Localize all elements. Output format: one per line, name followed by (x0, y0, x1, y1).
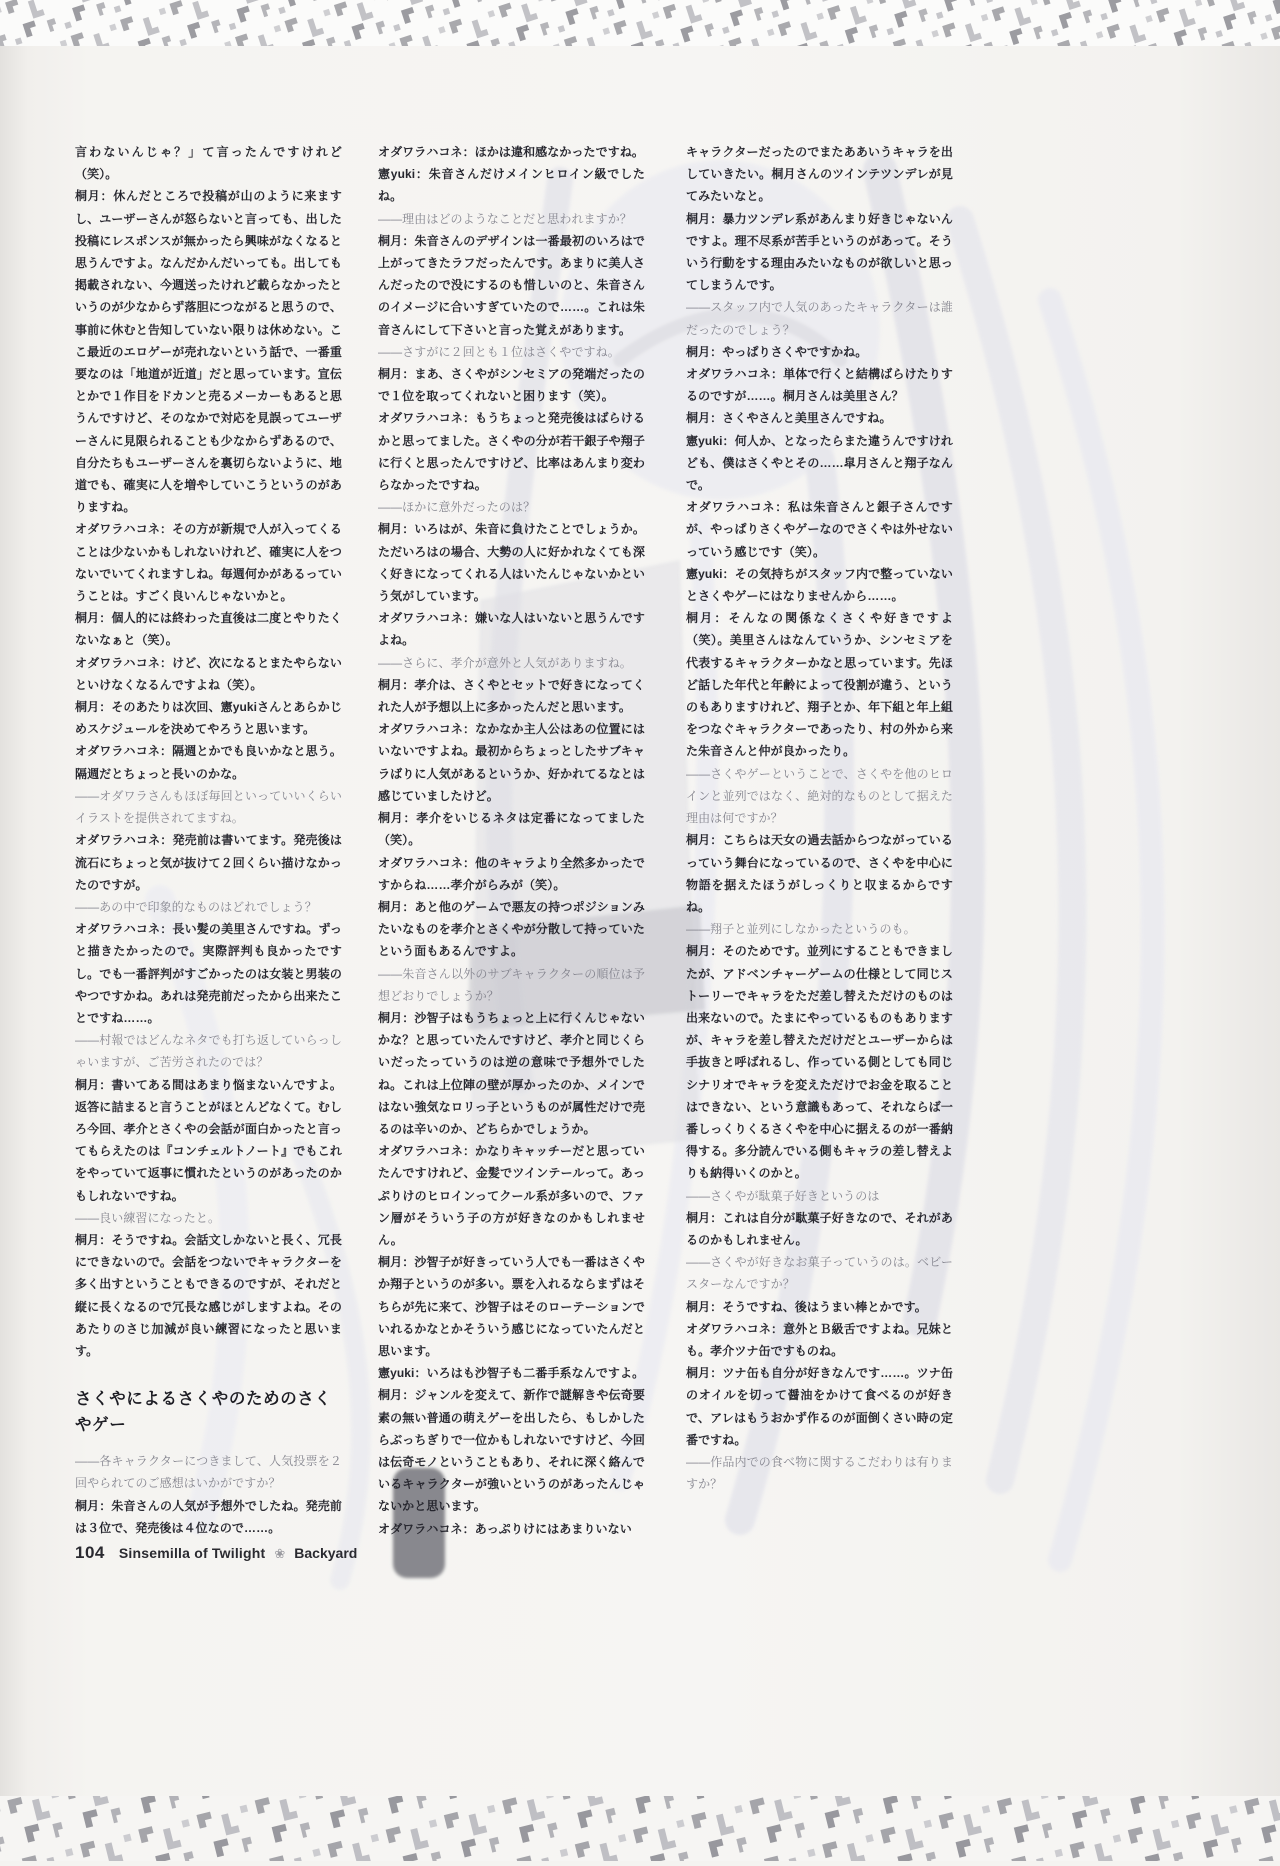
dialogue-paragraph: 桐月：そうですね、後はうまい棒とかです。 (686, 1299, 927, 1314)
interviewer-question: ――さらに、孝介が意外と人気がありますね。 (378, 655, 632, 670)
interviewer-question: ――さくやが駄菓子好きというのは (686, 1188, 880, 1203)
text-column-2 (378, 141, 645, 1540)
interviewer-question: ――理由はどのようなことだと思われますか？ (378, 211, 632, 226)
dialogue-paragraph: 桐月：朱音さんの人気が予想外でしたね。発売前は３位で、発売後は４位なので……。 (75, 1498, 342, 1535)
speaker-name: オダワラハコネ： (378, 1521, 475, 1536)
speaker-name: オダワラハコネ： (378, 411, 476, 426)
dialogue-paragraph: オダワラハコネ：単体で行くと結構ばらけたりするのですが……。桐月さんは美里さん？ (686, 367, 953, 404)
speaker-name: 憲yuki： (686, 566, 735, 581)
dialogue-paragraph: 言わないんじゃ？」て言ったんですけれど（笑）。 (75, 145, 342, 182)
flower-ornament-icon: ❀ (274, 1546, 286, 1561)
speaker-name: 桐月： (378, 677, 415, 692)
dialogue-paragraph: オダワラハコネ：その方が新規で人が入ってくることは少ないかもしれないけれど、確実に人をつないでいてくれますしね。毎週何かがあるっていうことは。すごく良いんじゃないかと。 (75, 522, 342, 604)
speaker-name: オダワラハコネ： (378, 855, 476, 870)
speaker-name: オダワラハコネ： (378, 611, 476, 626)
dialogue-paragraph: 桐月：あと他のゲームで悪友の持つポジションみたいなものを孝介とさくやが分散して持っていたという面もあるんですよ。 (378, 899, 645, 959)
speaker-name: オダワラハコネ： (686, 500, 788, 515)
dialogue-paragraph: 憲yuki：いろはも沙智子も二番手系なんですよ。 (378, 1366, 645, 1381)
speaker-name: オダワラハコネ： (75, 655, 173, 670)
speaker-name: 桐月： (378, 1255, 415, 1270)
dialogue-paragraph: 桐月：そのあたりは次回、憲yukiさんとあらかじめスケジュールを決めてやろうと思います。 (75, 700, 343, 737)
dialogue-paragraph: オダワラハコネ：長い髪の美里さんですね。ずっと描きたかったので。実際評判も良かったですし。でも一番評判がすごかったのは女装と男装のやつですかね。あれは発売前だったから出来たことですね……。 (75, 922, 342, 1025)
speaker-name: 桐月： (75, 700, 112, 715)
dialogue-paragraph: 桐月：暴力ツンデレ系があんまり好きじゃないんですよ。理不尽系が苦手というのがあって。そういう行動をする理由みたいなものが欲しいと思ってしまうんです。 (686, 211, 953, 293)
dialogue-paragraph: オダワラハコネ：嫌いな人はいないと思うんですよね。 (378, 611, 645, 648)
dialogue-paragraph: 桐月：孝介をいじるネタは定番になってました（笑）。 (378, 811, 645, 848)
top-border-pattern (0, 0, 1280, 46)
footer-title: Sinsemilla of Twilight (118, 1545, 266, 1561)
bottom-border-pattern (0, 1796, 1280, 1861)
dialogue-paragraph: 桐月：まあ、さくやがシンセミアの発端だったので１位を取ってくれないと困ります（笑）。 (378, 367, 645, 404)
dialogue-paragraph: オダワラハコネ：あっぷりけにはあまりいない (378, 1521, 632, 1536)
speaker-name: 桐月： (75, 1232, 112, 1247)
speaker-name: オダワラハコネ： (75, 922, 173, 937)
interviewer-question: ――さくやゲーということで、さくやを他のヒロインと並列ではなく、絶対的なものとして据えた理由は何ですか？ (686, 766, 953, 826)
speaker-name: 桐月： (378, 811, 417, 826)
speaker-name: オダワラハコネ： (75, 833, 173, 848)
speaker-name: オダワラハコネ： (75, 744, 173, 759)
dialogue-paragraph: 桐月：そうですね。会話文しかないと長く、冗長にできないので。会話をつないでキャラクターを多く出すということもできるのですが、それだと縦に長くなるので冗長な感じがしますよね。そのあたりのさじ加減が良い練習になったと思います。 (75, 1232, 342, 1358)
speaker-name: 桐月： (75, 1498, 112, 1513)
dialogue-paragraph: オダワラハコネ：もうちょっと発売後はばらけるかと思ってました。さくやの分が若干銀子や翔子に行くと思ったんですけど、比率はあんまり変わらなかったですね。 (378, 411, 645, 493)
dialogue-paragraph: 桐月：こちらは天女の過去話からつながっているっていう舞台になっているので、さくやを中心に物語を据えたほうがしっくりと収まるからですね。 (686, 833, 953, 914)
speaker-name: 桐月： (75, 1077, 112, 1092)
dialogue-paragraph: 憲yuki：朱音さんだけメインヒロイン級でしたね。 (378, 167, 645, 204)
dialogue-paragraph: 桐月：いろはが、朱音に負けたことでしょうか。ただいろはの場合、大勢の人に好かれなくても深く好きになってくれる人はいたんじゃないかという気がしています。 (378, 522, 645, 604)
interviewer-question: ――作品内での食べ物に関するこだわりは有りますか？ (686, 1454, 953, 1492)
interviewer-question: ――村報ではどんなネタでも打ち返していらっしゃいますが、ご苦労されたのでは？ (75, 1033, 342, 1070)
speaker-name: オダワラハコネ： (378, 145, 475, 159)
dialogue-paragraph: 桐月：やっぱりさくやですかね。 (686, 344, 868, 359)
speaker-name: 憲yuki： (378, 1366, 427, 1381)
speaker-name: 桐月： (686, 944, 723, 959)
interviewer-question: ――スタッフ内で人気のあったキャラクターは誰だったのでしょう？ (686, 300, 953, 337)
dialogue-paragraph: 憲yuki：その気持ちがスタッフ内で整っていないとさくやゲーにはなりませんから……。 (686, 566, 953, 604)
text-column-1 (75, 141, 342, 1539)
dialogue-paragraph: 憲yuki：何人か、となったらまた違うんですけれども、僕はさくやとその……皐月さんと翔子なんで。 (686, 433, 953, 493)
speaker-name: 桐月： (378, 233, 415, 248)
dialogue-paragraph: 桐月：そんなの関係なくさくや好きですよ（笑）。美里さんはなんていうか、シンセミアを代表するキャラクターかなと思っています。先ほど話した年代と年齢によって役割が違う、というのもありますけれど、翔子とか、年下組と年上組をつなぐキャラクターであったり、村の外から来た朱音さんと仲が良かったり。 (686, 611, 953, 759)
dialogue-paragraph: 桐月：そのためです。並列にすることもできましたが、アドベンチャーゲームの仕様として同じストーリーでキャラをただ差し替えただけのものは出来ないので。たまにやっているものもありますが、キャラを差し替えただけだとユーザーからは手抜きと呼ばれるし、作っている側としても同じシナリオでキャラを変えただけでお金を取ることはできない、という意識もあって、それならば一番しっくりくるさくやを中心に据えるのが一番納得する。多分読んでいる側もキャラの差し替えよりも納得いくのかと。 (686, 944, 953, 1181)
speaker-name: 桐月： (686, 411, 723, 426)
interviewer-question: ――良い練習になったと。 (75, 1210, 221, 1225)
dialogue-paragraph: 桐月：さくやさんと美里さんですね。 (686, 411, 892, 426)
speaker-name: 桐月： (378, 1388, 415, 1403)
dialogue-paragraph: 桐月：孝介は、さくやとセットで好きになってくれた人が予想以上に多かったんだと思います。 (378, 677, 645, 715)
dialogue-paragraph: 桐月：朱音さんのデザインは一番最初のいろはで上がってきたラフだったんです。あまりに美人さんだったので没にするのも惜しいのと、朱音さんのイメージに合いすぎていたので……。これは朱音さんにして下さいと言った覚えがあります。 (378, 233, 645, 337)
speaker-name: オダワラハコネ： (75, 522, 173, 537)
interviewer-question: ――翔子と並列にしなかったというのも。 (686, 922, 916, 937)
speaker-name: オダワラハコネ： (378, 722, 476, 737)
section-heading: さくやによるさくやのためのさくやゲー (75, 1390, 332, 1435)
dialogue-paragraph: オダワラハコネ：けど、次になるとまたやらないといけなくなるんですよね（笑）。 (75, 655, 342, 692)
interviewer-question: ――さくやが好きなお菓子っていうのは。ベビースターなんですか？ (686, 1255, 953, 1292)
dialogue-paragraph: 桐月：書いてある間はあまり悩まないんですよ。返答に詰まると言うことがほとんどなくて。むしろ今回、孝介とさくやの会話が面白かったと言ってもらえたのは『コンチェルトノート』でもこれをやっていて返事に慣れたというのがあったのかもしれないですね。 (75, 1077, 342, 1203)
footer-subtitle: Backyard (294, 1545, 358, 1561)
speaker-name: 桐月： (378, 899, 415, 914)
dialogue-paragraph: オダワラハコネ：意外とＢ級舌ですよね。兄妹とも。孝介ツナ缶ですものね。 (686, 1321, 953, 1358)
speaker-name: 桐月： (686, 833, 723, 848)
speaker-name: 桐月： (378, 367, 415, 382)
dialogue-paragraph: オダワラハコネ：かなりキャッチーだと思っていたんですけれど、金髪でツインテールって。あっぷりけのヒロインってクール系が多いので、ファン層がそういう子の方が好きなのかもしれません。 (378, 1144, 645, 1247)
speaker-name: 桐月： (686, 1210, 723, 1225)
dialogue-paragraph: 桐月：個人的には終わった直後は二度とやりたくないなぁと（笑）。 (75, 611, 342, 648)
page-footer (75, 1543, 357, 1567)
dialogue-paragraph: 桐月：休んだところで投稿が山のように来ますし、ユーザーさんが怒らないと言っても、出した投稿にレスポンスが無かったら興味がなくなると思うんですよ。なんだかんだいっても。出しても掲載されない、今週送ったけれど載らなかったというのが少なからず落胆につながると思うので、事前に休むと告知していない限りは休めない。ここ最近のエロゲーが売れないという話で、一番重要なのは「地道が近道」だと思っています。宣伝とかで１作目をドカンと売るメーカーもあると思うんですけど、そのなかで対応を見誤ってユーザーさんに見限られることも少なからずあるので、自分たちもユーザーさんを裏切らないように、地道でも、確実に人を増やしていこうというのがありますね。 (75, 189, 342, 515)
speaker-name: オダワラハコネ： (686, 367, 784, 382)
speaker-name: 桐月： (75, 611, 112, 626)
speaker-name: オダワラハコネ： (686, 1321, 784, 1336)
interviewer-question: ――あの中で印象的なものはどれでしょう？ (75, 899, 317, 914)
speaker-name: 桐月： (686, 611, 729, 626)
speaker-name: 憲yuki： (378, 167, 429, 182)
dialogue-paragraph: 桐月：沙智子が好きっていう人でも一番はさくやか翔子というのが多い。票を入れるならまずはそちらが先に来て、沙智子はそのローテーションでいれるかなとかそういう感じになっていたんだと思います。 (378, 1255, 645, 1358)
dialogue-paragraph: オダワラハコネ：私は朱音さんと銀子さんですが、やっぱりさくやゲーなのでさくやは外せないっていう感じです（笑）。 (686, 500, 953, 559)
dialogue-paragraph: オダワラハコネ：ほかは違和感なかったですね。 (378, 145, 644, 159)
page-number: 104 (75, 1543, 105, 1562)
speaker-name: 桐月： (686, 1366, 723, 1381)
dialogue-paragraph: 桐月：ツナ缶も自分が好きなんです……。ツナ缶のオイルを切って醤油をかけて食べるのが好きで、アレはもうおかず作るのが面倒くさい時の定番ですね。 (686, 1366, 953, 1447)
speaker-name: 桐月： (686, 1299, 723, 1314)
speaker-name: 桐月： (75, 189, 114, 204)
interviewer-question: ――朱音さん以外のサブキャラクターの順位は予想どおりでしょうか？ (378, 966, 645, 1003)
dialogue-paragraph: 桐月：沙智子はもうちょっと上に行くんじゃないかな？と思っていたんですけど、孝介と同じくらいだったっていうのは逆の意味で予想外でしたね。これは上位陣の壁が厚かったのか、メインではない強気なロリっ子というものが属性だけで売るのは辛いのか、どちらかでしょうか。 (378, 1010, 645, 1136)
speaker-name: オダワラハコネ： (378, 1144, 476, 1159)
speaker-name: 桐月： (686, 211, 723, 226)
dialogue-paragraph: 桐月：ジャンルを変えて、新作で謎解きや伝奇要素の無い普通の萌えゲーを出したら、もしかしたらぶっちぎりで一位かもしれないですけど、今回は伝奇モノということもあり、それに深く絡んでいるキャラクターが強いというのがあったんじゃないかと思います。 (378, 1388, 645, 1514)
dialogue-paragraph: 桐月：これは自分が駄菓子好きなので、それがあるのかもしれません。 (686, 1210, 953, 1247)
dialogue-paragraph: キャラクターだったのでまたああいうキャラを出していきたい。桐月さんのツインテツンデレが見てみたいなと。 (686, 145, 953, 204)
dialogue-paragraph: オダワラハコネ：なかなか主人公はあの位置にはいないですよね。最初からちょっとしたサブキャラばりに人気があるというか、好かれてるなとは感じていましたけど。 (378, 722, 645, 803)
dialogue-paragraph: オダワラハコネ：他のキャラより全然多かったですからね……孝介がらみが（笑）。 (378, 855, 645, 892)
interviewer-question: ――オダワラさんもほぼ毎回といっていいくらいイラストを提供されてますね。 (75, 788, 342, 826)
interviewer-question: ――ほかに意外だったのは？ (378, 500, 536, 515)
dialogue-paragraph: オダワラハコネ：発売前は書いてます。発売後は流石にちょっと気が抜けて２回くらい描けなかったのですが。 (75, 833, 342, 892)
dialogue-paragraph: オダワラハコネ：隔週とかでも良いかなと思う。隔週だとちょっと長いのかな。 (75, 744, 342, 781)
speaker-name: 憲yuki： (686, 433, 735, 448)
interviewer-question: ――さすがに２回とも１位はさくやですね。 (378, 344, 620, 359)
interviewer-question: ――各キャラクターにつきまして、人気投票を２回やられてのご感想はいかがですか？ (75, 1454, 342, 1491)
speaker-name: 桐月： (686, 344, 723, 359)
speaker-name: 桐月： (378, 522, 415, 537)
text-column-3 (686, 141, 953, 1495)
speaker-name: 桐月： (378, 1010, 415, 1025)
